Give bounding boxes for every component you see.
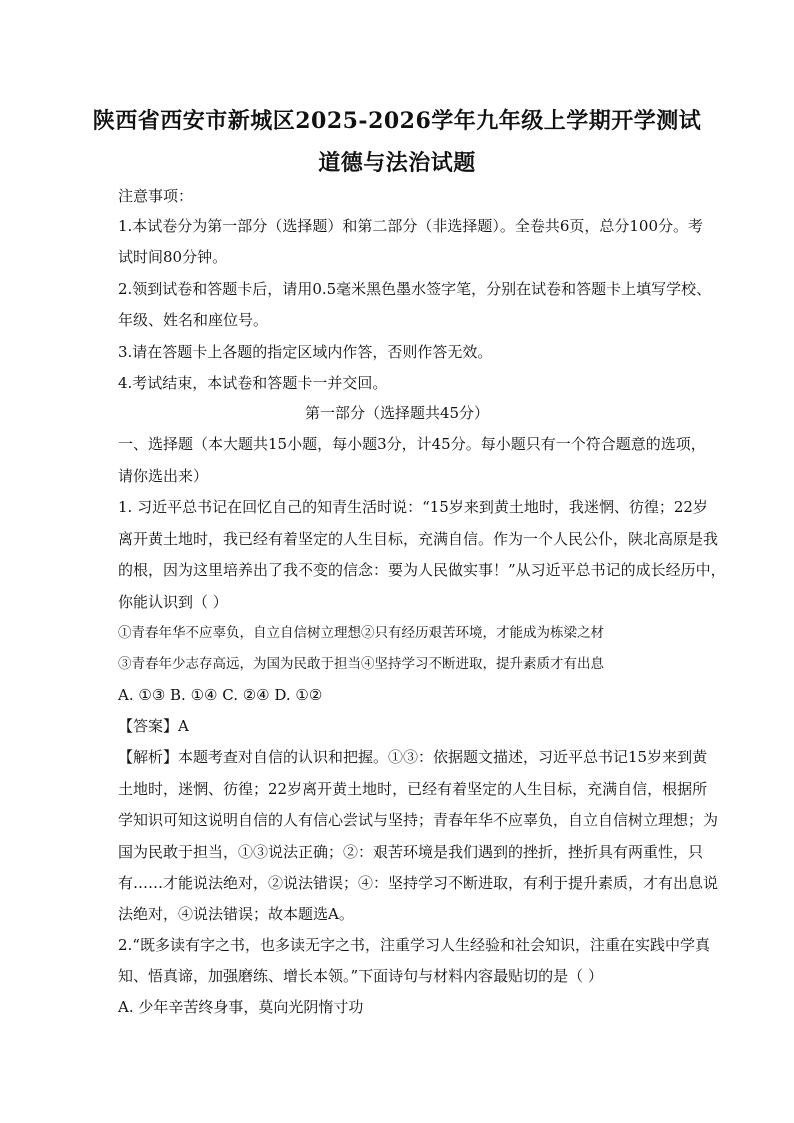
analysis-line: 土地时，迷惘、彷徨；22岁离开黄土地时，已经有着坚定的人生目标，充满自信，根据所 [118,780,708,798]
question-stem: 你能认识到（ ） [118,593,228,611]
notice-heading: 注意事项： [118,187,194,205]
question-options: A. ①③ B. ①④ C. ②④ D. ①② [118,686,323,704]
notice-line: 1.本试卷分为第一部分（选择题）和第二部分（非选择题）。全卷共6页，总分100分。考 [118,217,703,235]
question-stem: 2.“既多读有字之书，也多读无字之书，注重学习人生经验和社会知识，注重在实践中学真 [118,936,710,954]
notice-line: 年级、姓名和座位号。 [118,311,269,329]
section-instruction: 请你选出来） [118,467,209,485]
question-item: ③青春年少志存高远，为国为民敢于担当④坚持学习不断进取，提升素质才有出息 [118,656,604,672]
question-stem: 离开黄土地时，我已经有着坚定的人生目标，充满自信。作为一个人民公仆，陕北高原是我 [118,530,719,548]
notice-line: 2.领到试卷和答题卡后，请用0.5毫米黑色墨水签字笔，分别在试卷和答题卡上填写学校、 [118,280,712,298]
analysis-line: 【解析】本题考查对自信的认识和把握。①③：依据题文描述，习近平总书记15岁来到黄 [118,748,708,766]
analysis-line: 学知识可知这说明自信的人有信心尝试与坚持；青春年华不应辜负，自立自信树立理想；为 [118,811,719,829]
question-option: A. 少年辛苦终身事，莫向光阴惰寸功 [118,998,364,1016]
answer-label: 【答案】A [118,717,189,735]
page-subtitle: 道德与法治试题 [318,150,476,176]
question-item: ①青春年华不应辜负，自立自信树立理想②只有经历艰苦环境，才能成为栋梁之材 [118,625,604,641]
analysis-line: 国为民敢于担当，①③说法正确；②：艰苦环境是我们遇到的挫折，挫折具有两重性，只 [118,843,704,861]
analysis-line: 法绝对，④说法错误；故本题选A。 [118,905,354,923]
notice-line: 3.请在答题卡上各题的指定区域内作答，否则作答无效。 [118,343,493,361]
notice-line: 试时间80分钟。 [118,248,228,266]
page-title: 陕西省西安市新城区2025-2026学年九年级上学期开学测试 [92,108,702,134]
part-heading: 第一部分（选择题共45分） [304,404,490,422]
question-stem: 1. 习近平总书记在回忆自己的知青生活时说：“15岁来到黄土地时，我迷惘、彷徨；22岁 [118,498,708,516]
question-stem: 的根，因为这里培养出了我不变的信念：要为人民做实事！”从习近平总书记的成长经历中， [118,561,726,579]
analysis-line: 有……才能说法绝对，②说法错误；④：坚持学习不断进取，有利于提升素质，才有出息说 [118,874,719,892]
notice-line: 4.考试结束，本试卷和答题卡一并交回。 [118,374,388,392]
question-stem: 知、悟真谛，加强磨练、增长本领。”下面诗句与材料内容最贴切的是（ ） [118,967,603,985]
section-instruction: 一、选择题（本大题共15小题，每小题3分，计45分。每小题只有一个符合题意的选项， [118,435,706,453]
